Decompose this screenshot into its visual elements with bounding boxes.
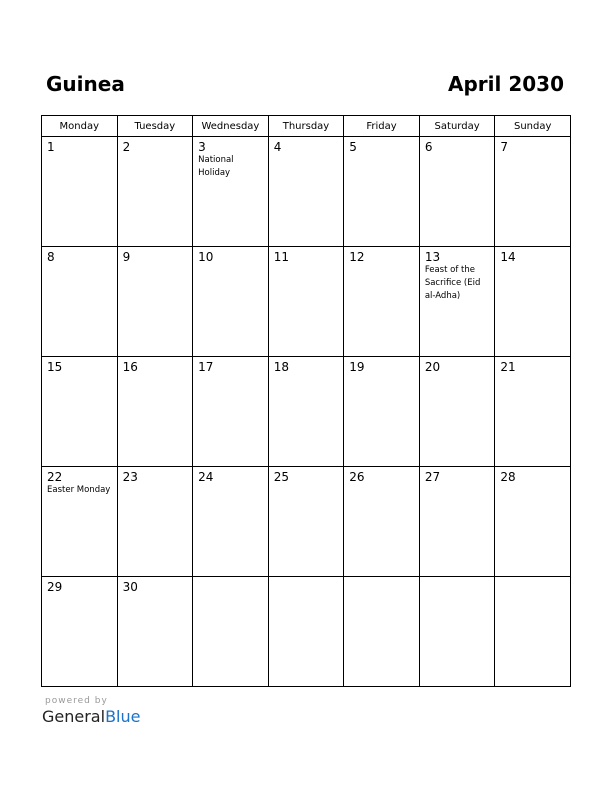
day-number: 26 — [349, 470, 365, 484]
day-number: 12 — [349, 250, 365, 264]
day-cell — [42, 137, 118, 247]
day-cell — [268, 247, 344, 357]
day-number: 7 — [500, 140, 509, 154]
calendar-grid — [41, 115, 571, 687]
day-cell — [193, 577, 269, 687]
day-cell — [268, 577, 344, 687]
weekday-header: Friday — [344, 116, 420, 137]
day-cell — [495, 467, 571, 577]
day-number: 15 — [47, 360, 63, 374]
day-cell — [344, 137, 420, 247]
day-number: 4 — [273, 140, 282, 154]
day-cell — [495, 577, 571, 687]
day-number: 10 — [198, 250, 214, 264]
day-cell — [193, 357, 269, 467]
weekday-header-row — [42, 116, 571, 137]
day-number: 5 — [349, 140, 357, 154]
day-number: 28 — [500, 470, 516, 484]
day-number: 18 — [273, 360, 289, 374]
day-number: 13 — [424, 250, 441, 264]
day-cell — [419, 467, 495, 577]
day-cell — [268, 357, 344, 467]
day-cell — [193, 247, 269, 357]
day-cell — [268, 137, 344, 247]
day-number: 3 — [198, 140, 206, 154]
brand-general: General — [42, 707, 106, 726]
day-number: 11 — [273, 250, 289, 264]
day-cell — [193, 467, 269, 577]
month-title: April 2030 — [448, 72, 564, 96]
day-cell — [117, 247, 193, 357]
day-cell — [344, 467, 420, 577]
day-number: 9 — [122, 250, 131, 264]
day-number: 14 — [500, 250, 516, 264]
day-number — [495, 577, 570, 580]
day-number: 1 — [47, 140, 55, 154]
day-cell — [42, 357, 118, 467]
day-cell — [117, 357, 193, 467]
week-row — [42, 357, 571, 467]
day-cell — [495, 247, 571, 357]
day-cell — [495, 357, 571, 467]
day-cell — [42, 467, 118, 577]
day-number: 21 — [500, 360, 516, 374]
holiday-label: National Holiday — [198, 155, 234, 178]
day-cell — [117, 467, 193, 577]
day-cell — [42, 247, 118, 357]
day-cell — [419, 357, 495, 467]
day-number: 24 — [198, 470, 214, 484]
day-number — [420, 577, 495, 580]
day-cell — [495, 137, 571, 247]
day-number: 29 — [47, 580, 63, 594]
brand-blue: Blue — [105, 707, 141, 726]
day-cell — [419, 577, 495, 687]
day-number: 2 — [122, 140, 131, 154]
day-cell — [344, 577, 420, 687]
week-row — [42, 577, 571, 687]
day-number: 30 — [122, 580, 138, 594]
weekday-header: Sunday — [495, 116, 571, 137]
day-cell — [117, 137, 193, 247]
day-number — [193, 577, 268, 580]
day-number: 6 — [424, 140, 433, 154]
day-number: 22 — [47, 470, 63, 484]
day-cell — [419, 247, 495, 357]
day-number: 27 — [424, 470, 441, 484]
day-number: 19 — [349, 360, 365, 374]
holiday-label: Feast of the Sacrifice (Eid al-Adha) — [424, 265, 481, 301]
day-number: 20 — [424, 360, 441, 374]
weekday-header: Tuesday — [117, 116, 193, 137]
day-number — [344, 577, 419, 580]
week-row — [42, 247, 571, 357]
generalblue-logo[interactable] — [42, 707, 140, 726]
day-cell — [193, 137, 269, 247]
country-title: Guinea — [46, 72, 125, 96]
week-row — [42, 467, 571, 577]
day-cell — [117, 577, 193, 687]
weekday-header: Monday — [42, 116, 118, 137]
footer — [42, 696, 140, 726]
day-number: 23 — [122, 470, 138, 484]
weekday-header: Wednesday — [193, 116, 269, 137]
day-number: 16 — [122, 360, 138, 374]
day-number: 8 — [47, 250, 55, 264]
day-number: 25 — [273, 470, 289, 484]
day-cell — [419, 137, 495, 247]
powered-by-label: powered by — [45, 696, 108, 706]
day-cell — [42, 577, 118, 687]
day-number — [269, 577, 344, 580]
day-cell — [268, 467, 344, 577]
day-number: 17 — [198, 360, 214, 374]
weekday-header: Thursday — [268, 116, 344, 137]
day-cell — [344, 357, 420, 467]
weekday-header: Saturday — [419, 116, 495, 137]
week-row — [42, 137, 571, 247]
day-cell — [344, 247, 420, 357]
holiday-label: Easter Monday — [47, 485, 111, 495]
